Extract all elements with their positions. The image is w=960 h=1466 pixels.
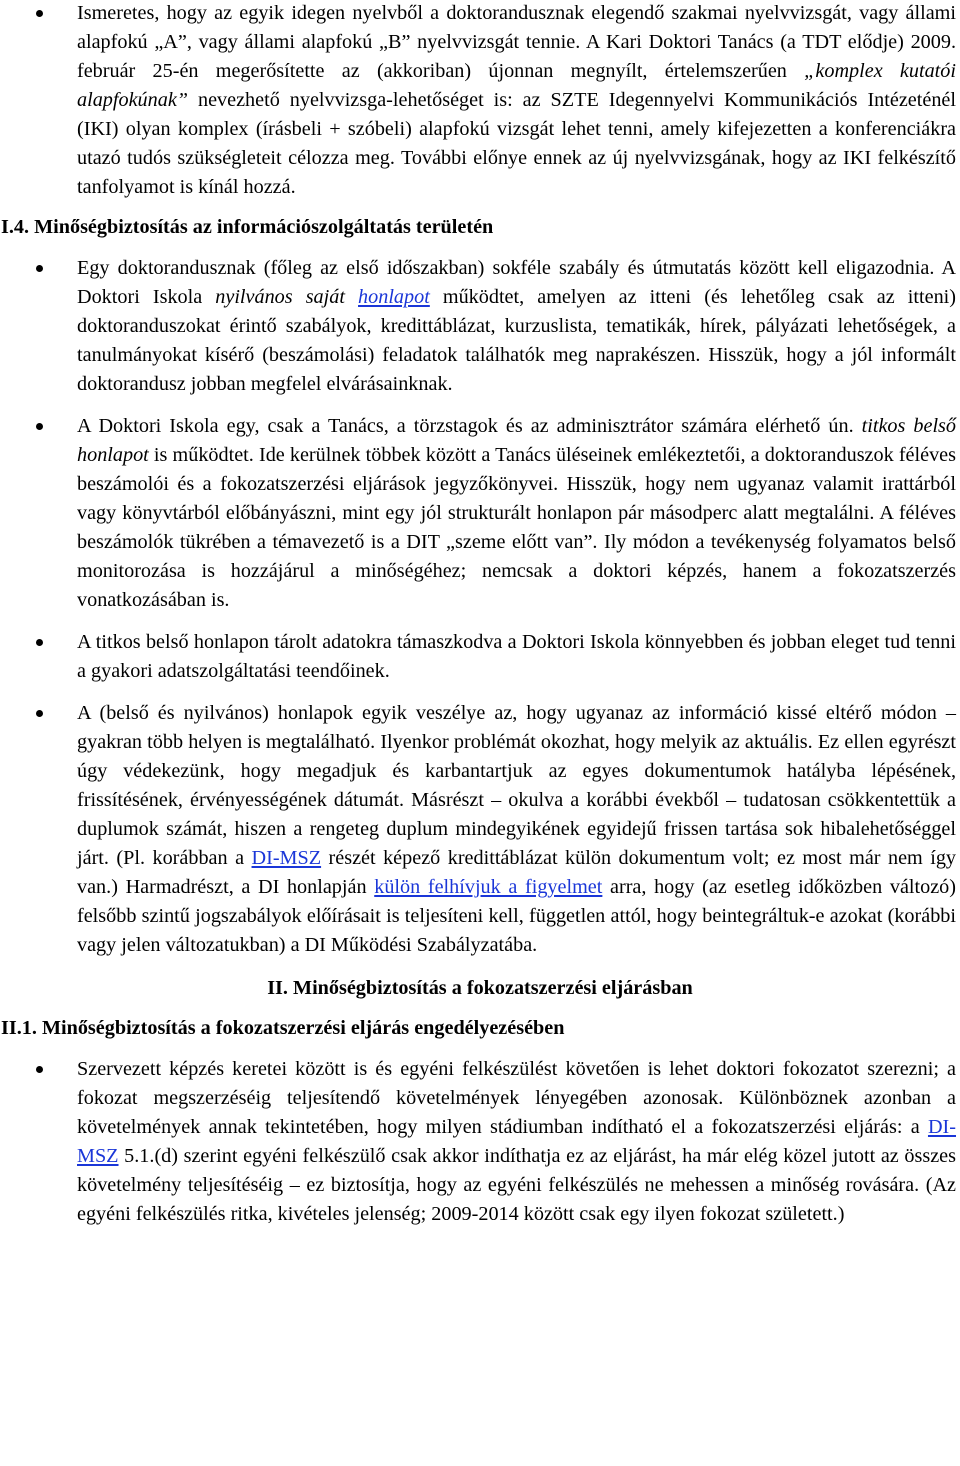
public-website-link[interactable]: honlapot <box>358 286 430 308</box>
paragraph-text: működtet, amelyen az itteni (és lehetőleg csak az itteni) doktoranduszokat érintő szabályok, kredittáblázat, kurzuslista, tematikák, hírek, pályázati lehetőségek, a tanulmányokat kísérő (beszámolási) feladatok találhatók meg naprakészen. Hisszük, hogy a jól informált doktorandusz jobban megfelel elvárásainknak. <box>77 286 956 395</box>
emphasis-text: „komplex kutatói alapfokúnak” <box>77 60 956 111</box>
di-msz-link[interactable]: DI-MSZ <box>251 847 322 869</box>
list-item-data-service <box>0 628 960 686</box>
list-item-secret-website <box>0 412 960 615</box>
paragraph-text: nevezhető nyelvvizsga-lehetőséget is: az SZTE Idegennyelvi Kommunikációs Intézeténél (IKI) olyan komplex (írásbeli + szóbeli) alapfokú vizsgát lehet tenni, amely kifejezetten a konferenciákra utazó tudós szükségleteit célozza meg. További előnye ennek az új nyelvvizsgának, hogy az IKI felkészítő tanfolyamot is kínál hozzá. <box>77 89 956 198</box>
list-item-degree-procedure <box>0 1055 960 1229</box>
paragraph-text: A Doktori Iskola egy, csak a Tanács, a törzstagok és az adminisztrátor számára elérhető ún. <box>77 415 862 437</box>
paragraph-text: Egy doktorandusznak (főleg az első időszakban) sokféle szabály és útmutatás között kell eligazodnia. A Doktori Iskola <box>77 257 956 308</box>
bullet-icon <box>36 710 43 717</box>
section-heading-ii1: II.1. Minőségbiztosítás a fokozatszerzési eljárás engedélyezésében <box>1 1017 565 1039</box>
paragraph-text: arra, hogy (az esetleg időközben változó) felsőbb szintű jogszabályok előírásait is teljesíteni kell, független attól, hogy beintegráltuk-e azokat (korábbi vagy jelen változatukban) a DI Működési Szabályzatába. <box>77 876 956 956</box>
bullet-icon <box>36 1066 43 1073</box>
paragraph-text: részét képező kredittáblázat külön dokumentum volt; ez most már nem így van.) Harmadrészt, a DI honlapján <box>77 847 957 898</box>
bullet-icon <box>36 265 43 272</box>
attention-link[interactable]: külön felhívjuk a figyelmet <box>374 876 603 898</box>
bullet-icon <box>36 10 43 17</box>
paragraph-text: is működtet. Ide kerülnek többek között a Tanács üléseinek emlékeztetői, a doktoranduszok féléves beszámolói és a fokozatszerzési eljárások jegyzőkönyvei. Hisszük, hogy nem ugyanaz valamit irattárból vagy könyvtárból előbányászni, mint egy jól strukturált honlapon pár másodperc alatt megtalálni. A féléves beszámolók tükrében a témavezető is a DIT „szeme előtt van”. Ily módon a tevékenység folyamatos belső monitorozása is hozzájárul a minőségéhez; nemcsak a doktori képzés, hanem a fokozatszerzés vonatkozásában is. <box>77 444 956 611</box>
bullet-icon <box>36 639 43 646</box>
section-heading-i4: I.4. Minőségbiztosítás az információszolgáltatás területén <box>1 216 494 238</box>
di-msz-link[interactable]: DI-MSZ <box>77 1116 956 1167</box>
emphasis-text: nyilvános saját <box>215 286 359 308</box>
bullet-icon <box>36 423 43 430</box>
emphasis-text: titkos belső honlapot <box>77 415 956 466</box>
section-heading-ii: II. Minőségbiztosítás a fokozatszerzési eljárásban <box>267 977 693 999</box>
paragraph-text: Szervezett képzés keretei között is és egyéni felkészülést követően is lehet doktori fokozatot szerezni; a fokozat megszerzéséig teljesítendő követelmények lényegében azonosak. Különböznek azonban a követelmények annak tekintetében, hogy milyen stádiumban indítható el a fokozatszerzési eljárás: a <box>77 1058 956 1138</box>
paragraph-text: Ismeretes, hogy az egyik idegen nyelvből a doktorandusznak elegendő szakmai nyelvvizsgát, vagy állami alapfokú „A”, vagy állami alapfokú „B” nyelvvizsgát tennie. A Kari Doktori Tanács (a TDT elődje) 2009. február 25-én megerősítette az (akkoriban) újonnan megnyílt, értelemszerűen <box>77 2 956 82</box>
paragraph-text: 5.1.(d) szerint egyéni felkészülő csak akkor indíthatja ez az eljárást, ha már elég közel jutott az összes követelmény teljesítéséig – ez biztosítja, hogy az egyéni felkészülés ne mehessen a minőség rovására. (Az egyéni felkészülés ritka, kivételes jelenség; 2009-2014 között csak egy ilyen fokozat született.) <box>77 1145 956 1225</box>
list-item-language-exam <box>0 0 960 202</box>
paragraph-text: A titkos belső honlapon tárolt adatokra támaszkodva a Doktori Iskola könnyebben és jobban eleget tud tenni a gyakori adatszolgáltatási teendőinek. <box>77 631 956 682</box>
list-item-public-website <box>0 254 960 399</box>
paragraph-text: A (belső és nyilvános) honlapok egyik veszélye az, hogy ugyanaz az információ kissé eltérő módon – gyakran több helyen is megtalálható. Ilyenkor problémát okozhat, hogy melyik az aktuális. Ez ellen egyrészt úgy védekezünk, hogy megadjuk és karbantartjuk az egyes dokumentumok hatályba lépésének, frissítésének, érvényességének dátumát. Másrészt – okulva a korábbi évekből – tudatosan csökkentettük a duplumok számát, hiszen a rengeteg duplum mindegyikének egyidejű frissen tartása sok hibalehetőséggel járt. (Pl. korábban a <box>77 702 956 869</box>
list-item-website-risks <box>0 699 960 960</box>
